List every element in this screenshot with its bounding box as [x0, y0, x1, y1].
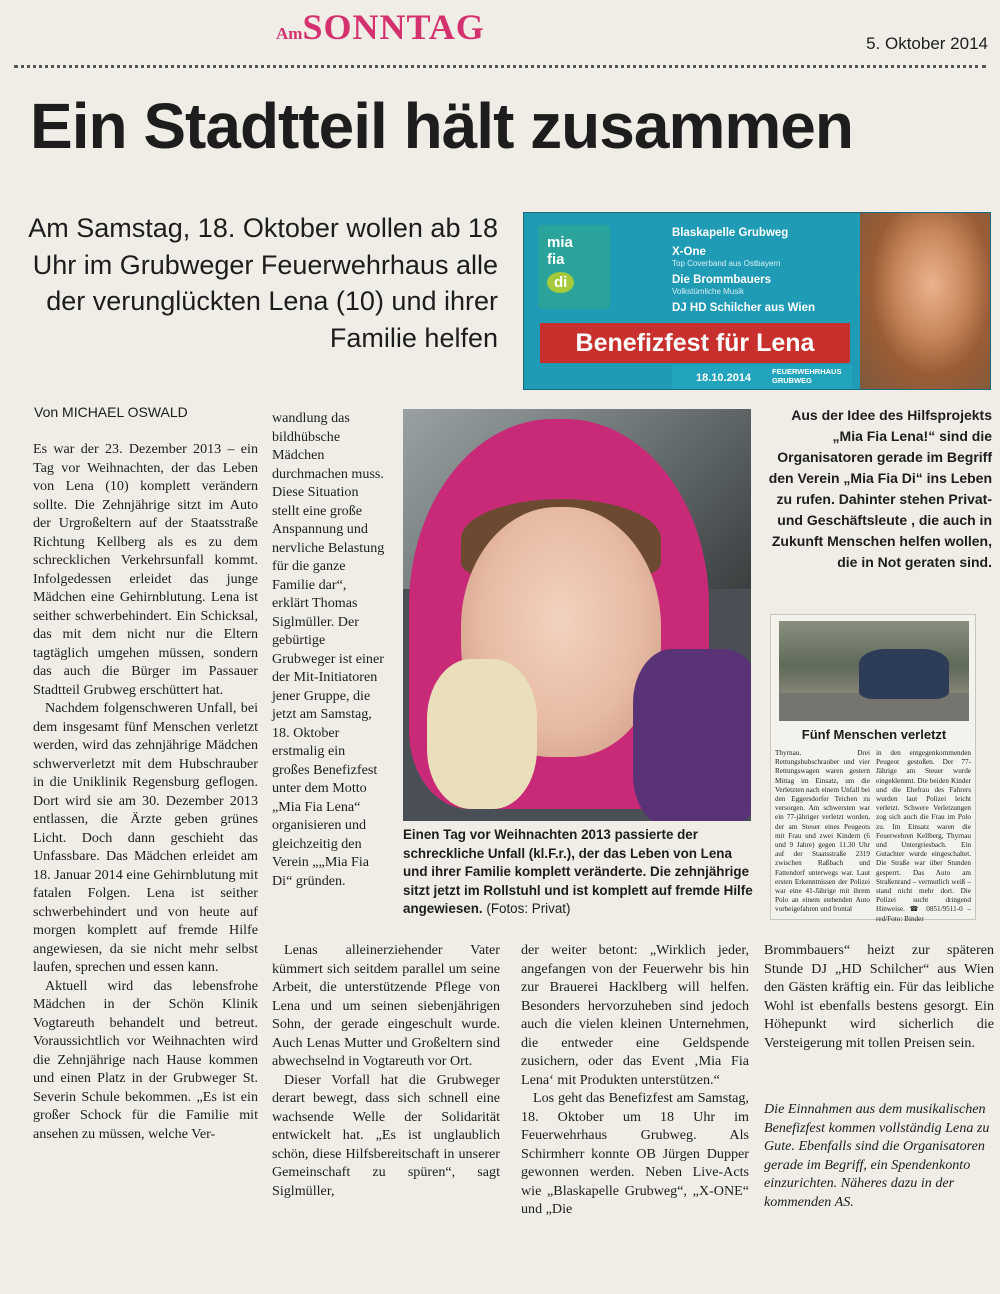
paragraph: Es war der 23. Dezember 2013 – ein Tag vor Weihnachten, der das Leben von Lena (10) komplett verändern sollte. Die Zehnjährige sitzt im Auto der Urgroßeltern auf der Staatsstraße Richtung Kellberg als es zu dem schrecklichen Verkehrsunfall kommt. Infolgedessen erleidet das junge Mädchen eine Gehirnblutung. Lena ist seither schwerbehindert. Ein Schicksal, das mit dem nicht nur die Eltern tagtäglich umgehen müssen, sondern das auch die Bürger im Passauer Stadtteil Grubweg erschüttert hat.	[33, 441, 258, 698]
article-column-4	[764, 941, 994, 1052]
article-column-3	[521, 941, 749, 1219]
paragraph: der weiter betont: „Wirklich jeder, angefangen von der Feuerwehr bis hin zur Brauerei Hacklberg will helfen. Besonders hervorzuheben sind jedoch auch die vielen kleinen Unternehmen, die entweder eine Geldspende zusichern, oder das Event ‚Mia Fia Lena‘ mit Produkten unterstützen.“	[521, 942, 749, 1088]
related-article-column-2: in den entgegenkommenden Peugeot gestoßen. Der 77-Jährige am Steuer wurde eingeklemmt. Die beiden Kinder und die Ehefrau des Fahrers wurden laut Polizei leicht verletzt. Schwere Verletzungen zog sich auch die Frau im Polo zu. Im Einsatz waren die Feuerwehren Kellberg, Thyrnau und Untergriesbach. Ein Gutachter wurde eingeschaltet. Die Straße war über Stunden gesperrt. Das Auto am Straßenrand – vermutlich weiß – stand nicht mehr dort. Die Polizei sucht dringend Hinweise. ☎ 0851/9511-0 – red/Foto: Binder	[876, 749, 971, 923]
accident-photo	[779, 621, 969, 721]
related-article-title: Fünf Menschen verletzt	[801, 727, 947, 742]
act-name: Die Brommbauers	[672, 274, 772, 286]
ad-act	[672, 274, 862, 296]
logo-line-2: fia	[547, 251, 565, 268]
act-name: DJ HD Schilcher aus Wien	[672, 302, 816, 314]
paragraph: wandlung das bildhübsche Mädchen durchmachen muss. Diese Situation stellt eine große Anspannung und nervliche Belastung für die ganze Familie dar“, erklärt Thomas Siglmüller. Der gebürtige Grubweger ist einer der Mit-Initiatoren jener Gruppe, die jetzt am Samstag, 18. Oktober erstmalig ein großes Benefizfest unter dem Motto „Mia Fia Lena“ organisieren und gleichzeitig den Verein „„Mia Fia Di“ gründen.	[272, 410, 385, 889]
logo-prefix: Am	[276, 24, 303, 43]
act-name: Blaskapelle Grubweg	[672, 227, 789, 239]
masthead-divider	[14, 65, 986, 68]
ad-act	[672, 302, 862, 315]
headline: Ein Stadtteil hält zusammen	[30, 90, 853, 162]
wrecked-car	[859, 649, 949, 699]
towel	[427, 659, 537, 809]
ad-date-bar	[672, 365, 852, 390]
paragraph: Nachdem folgenschweren Unfall, bei dem insgesamt fünf Menschen verletzt werden, wird das zehnjährige Mädchen schwerverletzt mit dem Hubschrauber in die Uniklinik Regensburg geflogen. Dort wird sie am 30. Dezember 2013 entlassen, die Ärzte geben grünes Licht. Doch dann geschieht das Unfassbare. Das Mädchen erleidet am 18. Januar 2014 eine Gehirnblutung mit fatalen Folgen. Lena ist seither schwerbehindert und von heute auf morgen komplett auf fremde Hilfe angewiesen, da sie nicht mehr selbst laufen, sprechen und essen kann.	[33, 700, 258, 975]
logo-line-3: di	[547, 272, 574, 293]
ad-act	[672, 227, 862, 240]
article-column-2-bottom	[272, 941, 500, 1200]
event-advertisement	[523, 212, 991, 390]
mia-fia-di-logo	[538, 225, 610, 309]
article-column-1	[33, 440, 258, 1143]
paragraph: Brommbauers“ heizt zur späteren Stunde DJ „HD Schilcher“ aus Wien den Gästen kräftig ein. Für das leibliche Wohl ist ebenfalls bestens gesorgt. Ein Höhepunkt wird sicherlich die Versteigerung mit tollen Preisen sein.	[764, 942, 994, 1051]
byline: Von MICHAEL OSWALD	[34, 404, 188, 420]
ad-photo-girl	[860, 213, 990, 390]
jacket	[633, 649, 751, 821]
ad-date: 18.10.2014	[696, 372, 752, 384]
logo-line-1: mia	[547, 234, 573, 251]
photo-credit: (Fotos: Privat)	[486, 901, 571, 916]
ad-venue: FEUERWEHRHAUS GRUBWEG	[772, 367, 842, 385]
subheadline: Am Samstag, 18. Oktober wollen ab 18 Uhr im Grubweger Feuerwehrhaus alle der verunglückten Lena (10) und ihrer Familie helfen	[28, 213, 498, 353]
closing-note: Die Einnahmen aus dem musikalischen Benefizfest kommen vollständig Lena zu Gute. Ebenfalls sind die Organisatoren gerade im Begriff, ein Spendenkonto einzurichten. Näheres dazu in der kommenden AS.	[764, 1101, 990, 1210]
related-article	[770, 614, 976, 923]
photo-caption	[403, 826, 753, 919]
paragraph: Lenas alleinerziehender Vater kümmert sich seitdem parallel um seine Arbeit, die unterstützende Pflege von Lena und um seinen siebenjährigen Sohn, der gerade eingeschult wurde. Auch Lenas Mutter und Großeltern sind abwechselnd in Vogtareuth vor Ort.	[272, 942, 500, 1069]
paragraph: Los geht das Benefizfest am Samstag, 18. Oktober um 18 Uhr im Feuerwehrhaus Grubweg. Als Schirmherr konnte OB Jürgen Dupper gewonnen werden. Neben Live-Acts wie „Blaskapelle Grubweg“, „X-ONE“ und „Die	[521, 1090, 749, 1217]
act-name: X-One	[672, 246, 706, 258]
info-box: Aus der Idee des Hilfsprojekts „Mia Fia Lena!“ sind die Organisatoren gerade im Begriff den Verein „Mia Fia Di“ ins Leben zu rufen. Dahinter stehen Privat- und Geschäftsleute , die auch in Zukunft Menschen helfen wollen, die in Not geraten sind.	[768, 407, 992, 570]
article-column-2-top	[272, 409, 385, 890]
issue-date: 5. Oktober 2014	[866, 34, 988, 53]
lena-photo	[403, 409, 751, 821]
paragraph: Dieser Vorfall hat die Grubweger derart bewegt, dass sich schnell eine wachsende Welle der Solidarität entwickelt hat. „Es ist unglaublich schön, diese Hilfsbereitschaft in unserer Gemeinschaft zu spüren“, sagt Siglmüller,	[272, 1071, 500, 1199]
newspaper-logo	[276, 6, 485, 48]
paragraph: Aktuell wird das lebensfrohe Mädchen in der Schön Klinik Vogtareuth behandelt und betreut. Voraussichtlich vor Weihnachten wird die Zehnjährige nach Hause kommen und einen Platz in der Grubweger St. Severin Schule bekommen. „Es ist ein großer Schock für die Familie mit ansehen zu müssen, welche Ver-	[33, 977, 258, 1142]
act-description: Volkstümliche Musik	[672, 287, 745, 296]
ad-banner-title: Benefizfest für Lena	[540, 323, 850, 363]
act-description: Top Coverband aus Ostbayern	[672, 259, 781, 268]
ad-lineup	[672, 227, 862, 321]
masthead	[0, 0, 1000, 68]
caption-text: Einen Tag vor Weihnachten 2013 passierte der schreckliche Unfall (kl.F.r.), der das Leben von Lena und ihrer Familie komplett veränderte. Die zehnjährige sitzt jetzt im Rollstuhl und ist komplett auf fremde Hilfe angewiesen.	[403, 827, 753, 916]
logo-name: SONNTAG	[302, 7, 485, 47]
related-article-column-1: Thyrnau. Drei Rettungshubschrauber und vier Rettungswagen waren gestern Mittag im Einsatz, um die Verletzten nach einem Unfall bei den Eggersdorfer Teichen zu versorgen. Am schwersten war ein 77-jähriger verletzt worden, der am Steuer eines Peugeots mit Frau und zwei Kindern (6 und 9 Jahre) gegen 11.30 Uhr auf der Staatsstraße 2319 zwischen Raßbach und Fattendorf unterwegs war. Laut ersten Erkenntnissen der Polizei war eine 41-Jährige mit ihrem Polo an einem stehenden Auto vorbeigefahren und frontal	[775, 749, 870, 914]
ad-act	[672, 246, 862, 268]
